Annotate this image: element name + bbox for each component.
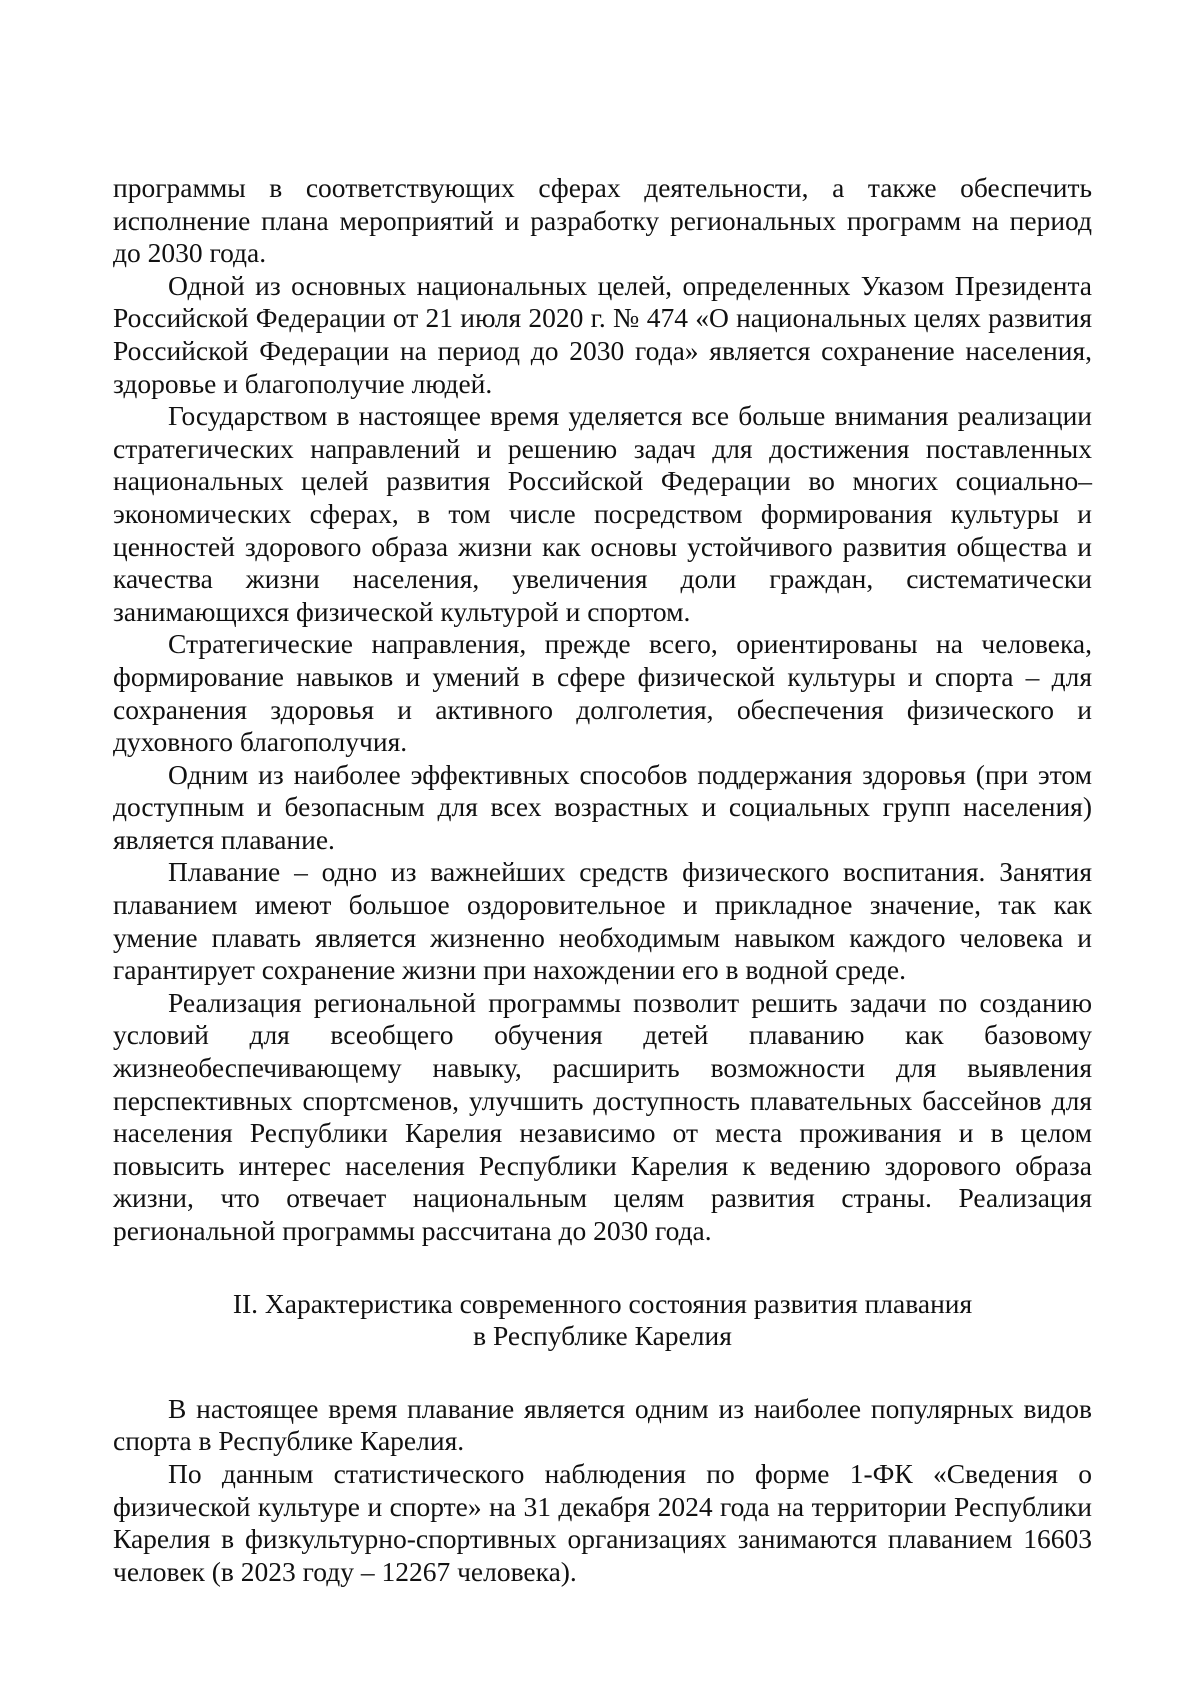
paragraph-continuation: программы в соответствующих сферах деятельности, а также обеспечить исполнение плана мероприятий и разработку региональных программ на период до 2030 года. bbox=[113, 172, 1092, 269]
paragraph-swimming-popularity: В настоящее время плавание является одним из наиболее популярных видов спорта в Республике Карелия. bbox=[113, 1392, 1092, 1457]
paragraph-strategic-directions: Стратегические направления, прежде всего, ориентированы на человека, формирование навыков и умений в сфере физической культуры и спорта – для сохранения здоровья и активного долголетия, обеспечения физического и духовного благополучия. bbox=[113, 628, 1092, 758]
paragraph-program-implementation: Реализация региональной программы позволит решить задачи по созданию условий для всеобщего обучения детей плаванию как базовому жизнеобеспечивающему навыку, расширить возможности для выявления перспективных спортсменов, улучшить доступность плавательных бассейнов для населения Республики Карелия независимо от места проживания и в целом повысить интерес населения Республики Карелия к ведению здорового образа жизни, что отвечает национальным целям развития страны. Реализация региональной программы рассчитана до 2030 года. bbox=[113, 986, 1092, 1246]
section-heading-line1: II. Характеристика современного состояния развития плавания bbox=[232, 1287, 973, 1319]
section-heading-line2: в Республике Карелия bbox=[473, 1320, 732, 1352]
paragraph-state-attention: Государством в настоящее время уделяется все больше внимания реализации стратегических направлений и решению задач для достижения поставленных национальных целей развития Российской Федерации во многих социально–экономических сферах, в том числе посредством формирования культуры и ценностей здорового образа жизни как основы устойчивого развития общества и качества жизни населения, увеличения доли граждан, систематически занимающихся физической культурой и спортом. bbox=[113, 400, 1092, 627]
paragraph-health-methods: Одним из наиболее эффективных способов поддержания здоровья (при этом доступным и безопасным для всех возрастных и социальных групп населения) является плавание. bbox=[113, 758, 1092, 855]
document-body bbox=[113, 172, 1092, 1588]
section-heading bbox=[113, 1288, 1092, 1353]
paragraph-swimming-importance: Плавание – одно из важнейших средств физического воспитания. Занятия плаванием имеют большое оздоровительное и прикладное значение, так как умение плавать является жизненно необходимым навыком каждого человека и гарантирует сохранение жизни при нахождении его в водной среде. bbox=[113, 856, 1092, 986]
paragraph-national-goals: Одной из основных национальных целей, определенных Указом Президента Российской Федерации от 21 июля 2020 г. № 474 «О национальных целях развития Российской Федерации на период до 2030 года» является сохранение населения, здоровье и благополучие людей. bbox=[113, 269, 1092, 399]
paragraph-statistics: По данным статистического наблюдения по форме 1-ФК «Сведения о физической культуре и спорте» на 31 декабря 2024 года на территории Республики Карелия в физкультурно-спортивных организациях занимаются плаванием 16603 человек (в 2023 году – 12267 человека). bbox=[113, 1457, 1092, 1587]
